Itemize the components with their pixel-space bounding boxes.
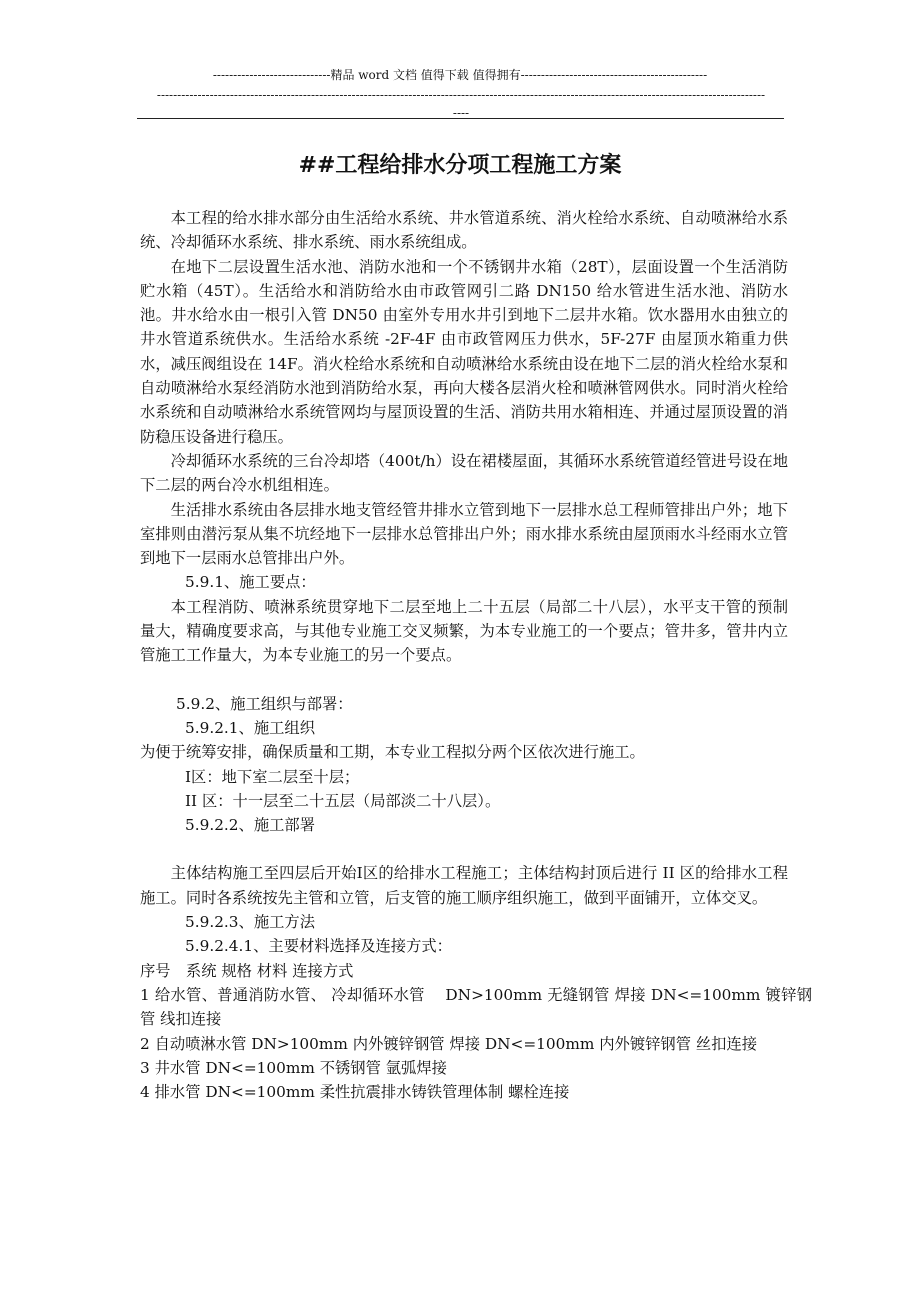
material-table-header: 序号 系统 规格 材料 连接方式 (140, 961, 354, 980)
header-rule (137, 118, 784, 119)
section-5-9-2: 5.9.2、施工组织与部署： (176, 694, 353, 713)
paragraph-water-supply: 在地下二层设置生活水池、消防水池和一个不锈钢井水箱（28T），层面设置一个生活消防贮水箱（45T）。生活给水和消防给水由市政管网引二路 DN150 给水管进生活水池、消防水池。井水给水由一根引入管 DN50 由室外专用水井引到地下二层井水箱。饮水器用水由独立的井水管道系统供水。生活给水系统 -2F-4F 由市政管网压力供水，5F-27F 由屋顶水箱重力供水，减压阀组设在 14F。消火栓给水系统和自动喷淋给水系统由设在地下二层的消火栓给水泵和自动喷淋给水泵经消防水池到消防给水泵，再向大楼各层消火栓和喷淋管网供水。同时消火栓给水系统和自动喷淋给水系统管网均与屋顶设置的生活、消防共用水箱相连、并通过屋顶设置的消防稳压设备进行稳压。 (140, 257, 788, 446)
section-5-9-2-1: 5.9.2.1、施工组织 (185, 718, 316, 737)
header-dashes: ------------------------------------------------------------------------------------------------------------------------------------------------------ (156, 88, 766, 102)
paragraph-organization: 为便于统筹安排，确保质量和工期，本专业工程拟分两个区依次进行施工。 (140, 743, 645, 762)
zone-two: II 区：十一层至二十五层（局部淡二十八层）。 (185, 791, 501, 810)
material-row-1: 1 给水管、普通消防水管、 冷却循环水管 DN>100mm 无缝钢管 焊接 DN<=100mm 镀锌钢管 线扣连接 (140, 985, 812, 1029)
material-row-4: 4 排水管 DN<=100mm 柔性抗震排水铸铁管理体制 螺栓连接 (140, 1083, 570, 1102)
paragraph-drainage: 生活排水系统由各层排水地支管经管井排水立管到地下一层排水总工程师管排出户外；地下室排则由潜污泵从集不坑经地下一层排水总管排出户外；雨水排水系统由屋顶雨水斗经雨水立管到地下一层雨水总管排出户外。 (140, 500, 788, 568)
section-5-9-2-2: 5.9.2.2、施工部署 (185, 816, 316, 835)
spacer (140, 668, 788, 692)
material-row-2: 2 自动喷淋水管 DN>100mm 内外镀锌钢管 焊接 DN<=100mm 内外镀锌钢管 丝扣连接 (140, 1034, 758, 1053)
header-banner: -----------------------------精品 word 文档 值得下载 值得拥有---------------------------------------------- (212, 68, 708, 82)
section-5-9-1: 5.9.1、施工要点： (185, 573, 316, 592)
spacer (140, 837, 788, 861)
header-dashes-tail: ---- (452, 106, 470, 120)
paragraph-key-points: 本工程消防、喷淋系统贯穿地下二层至地上二十五层（局部二十八层），水平支干管的预制量大，精确度要求高，与其他专业施工交叉频繁，为本专业施工的一个要点；管井多，管井内立管施工工作量大，为本专业施工的另一个要点。 (140, 597, 788, 665)
document-body (140, 206, 812, 1104)
paragraph-deployment: 主体结构施工至四层后开始Ⅰ区的给排水工程施工；主体结构封顶后进行 II 区的给排水工程施工。同时各系统按先主管和立管，后支管的施工顺序组织施工，做到平面铺开，立体交叉。 (140, 864, 788, 907)
section-5-9-2-3: 5.9.2.3、施工方法 (185, 913, 316, 932)
material-row-3: 3 井水管 DN<=100mm 不锈钢管 氩弧焊接 (140, 1058, 447, 1077)
paragraph-cooling: 冷却循环水系统的三台冷却塔（400t/h）设在裙楼屋面，其循环水系统管道经管进号设在地下二层的两台冷水机组相连。 (140, 451, 788, 495)
section-5-9-2-4-1: 5.9.2.4.1、主要材料选择及连接方式： (185, 937, 452, 956)
paragraph-overview: 本工程的给水排水部分由生活给水系统、井水管道系统、消火栓给水系统、自动喷淋给水系统、冷却循环水系统、排水系统、雨水系统组成。 (140, 209, 788, 252)
zone-one: Ⅰ区：地下室二层至十层； (185, 767, 360, 786)
header-dash-line (140, 86, 782, 122)
document-title: ##工程给排水分项工程施工方案 (298, 153, 622, 178)
